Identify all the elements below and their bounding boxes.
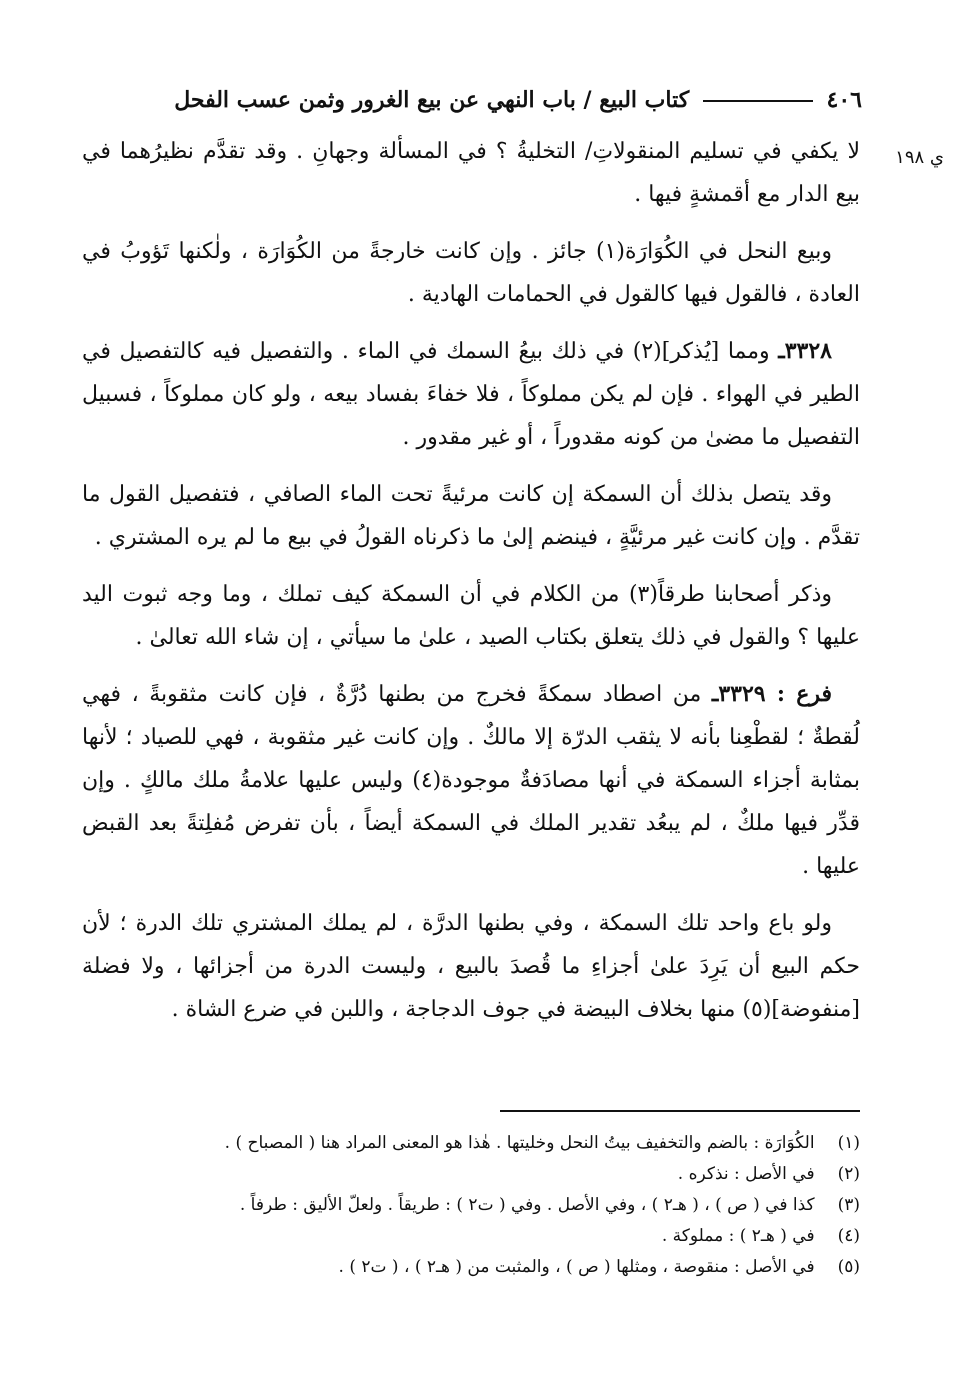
footnote xyxy=(82,1221,860,1252)
footnote-number: (١) xyxy=(837,1133,860,1153)
paragraph-text: وقد يتصل بذلك أن السمكة إن كانت مرئيةً تحت الماء الصافي ، فتفصيل القول ما تقدَّم . وإن كانت غير مرئيَّةٍ ، فينضم إلىٰ ما ذكرناه القولُ في بيع ما لم يره المشتري . xyxy=(82,482,860,550)
section-number: ٣٣٢٨ـ xyxy=(778,338,832,364)
paragraph xyxy=(82,330,860,459)
footnote-number: (٤) xyxy=(837,1226,860,1246)
footnote-text: في الأصل : نذكره . xyxy=(677,1164,815,1184)
running-header xyxy=(82,82,862,118)
header-rule xyxy=(703,100,813,102)
footnote-number: (٢) xyxy=(837,1164,860,1184)
paragraph xyxy=(82,130,860,216)
paragraph xyxy=(82,902,860,1031)
footnote-separator xyxy=(500,1110,860,1112)
footnote-number: (٥) xyxy=(837,1257,860,1277)
paragraph xyxy=(82,473,860,559)
main-text xyxy=(82,130,860,1045)
paragraph-text: لا يكفي في تسليم المنقولاتِ/ التخليةُ ؟ في المسألة وجهانِ . وقد تقدَّم نظيرُهما في بيع الدار مع أقمشةٍ فيها . xyxy=(82,139,860,207)
footnote xyxy=(82,1252,860,1283)
footnote-text: في الأصل : منقوصة ، ومثلها ( ص ) ، والمثبت من ( هـ٢ ) ، ( ت٢ ) . xyxy=(338,1257,815,1277)
paragraph-text: من اصطاد سمكةً فخرج من بطنها دُرَّةٌ ، فإن كانت مثقوبةً ، فهي لُقطةٌ ؛ لقطْعِنا بأنه لا يثقب الدرّة إلا مالكٌ . وإن كانت غير مثقوبة ، فهي للصياد ؛ لأنها بمثابة أجزاء السمكة في أنها مصادَفةٌ موجودة(٤) وليس عليها علامةُ ملك مالكٍ . وإن قدِّر فيها ملكٌ ، لم يبعُد تقدير الملك في السمكة أيضاً ، بأن تفرض مُفلِتةً بعد القبض عليها . xyxy=(82,682,860,879)
margin-reference: ي ١٩٨ xyxy=(895,147,944,168)
paragraph-text: ومما [يُذكر](٢) في ذلك بيعُ السمك في الماء . والتفصيل فيه كالتفصيل في الطير في الهواء . فإن لم يكن مملوكاً ، فلا خفاءَ بفساد بيعه ، ولو كان مملوكاً ، فسبيل التفصيل ما مضىٰ من كونه مقدوراً ، أو غير مقدور . xyxy=(82,339,860,450)
paragraph xyxy=(82,230,860,316)
header-title: كتاب البيع / باب النهي عن بيع الغرور وثمن عسب الفحل xyxy=(174,87,690,113)
footnote-text: في ( هـ٢ ) : مملوكة . xyxy=(661,1226,815,1246)
paragraph-text: وبيع النحل في الكُوَارَة(١) جائز . وإن كانت خارجةً من الكُوَارَة ، ولٰكنها تَؤوبُ في العادة ، فالقول فيها كالقول في الحمامات الهادية . xyxy=(82,239,860,307)
footnotes xyxy=(82,1128,860,1283)
footnote-text: كذا في ( ص ) ، ( هـ٢ ) ، وفي الأصل . وفي ( ت٢ ) : طريقاً . ولعلّ الأليق : طرفاً . xyxy=(239,1195,815,1215)
footnote xyxy=(82,1159,860,1190)
paragraph-text: وذكر أصحابنا طرقاً(٣) من الكلام في أن السمكة كيف تملك ، وما وجه ثبوت اليد عليها ؟ والقول في ذلك يتعلق بكتاب الصيد ، علىٰ ما سيأتي ، إن شاء الله تعالىٰ . xyxy=(82,582,860,650)
footnote-text: الكُوَارَة : بالضم والتخفيف بيتُ النحل وخليتها . هٰذا هو المعنى المراد هنا ( المصباح ) . xyxy=(224,1133,815,1153)
footnote-number: (٣) xyxy=(837,1195,860,1215)
section-number: فرع : ٣٣٢٩ـ xyxy=(711,681,832,707)
footnote xyxy=(82,1128,860,1159)
page-number: ٤٠٦ xyxy=(826,87,862,113)
paragraph xyxy=(82,673,860,888)
footnote xyxy=(82,1190,860,1221)
paragraph-text: ولو باع واحد تلك السمكة ، وفي بطنها الدرَّة ، لم يملك المشتري تلك الدرة ؛ لأن حكم البيع أن يَرِدَ علىٰ أجزاءِ ما قُصدَ بالبيع ، وليست الدرة من أجزائها ، ولا فضلة [منفوضة](٥) منها بخلاف البيضة في جوف الدجاجة ، واللبن في ضرع الشاة . xyxy=(82,911,860,1022)
paragraph xyxy=(82,573,860,659)
